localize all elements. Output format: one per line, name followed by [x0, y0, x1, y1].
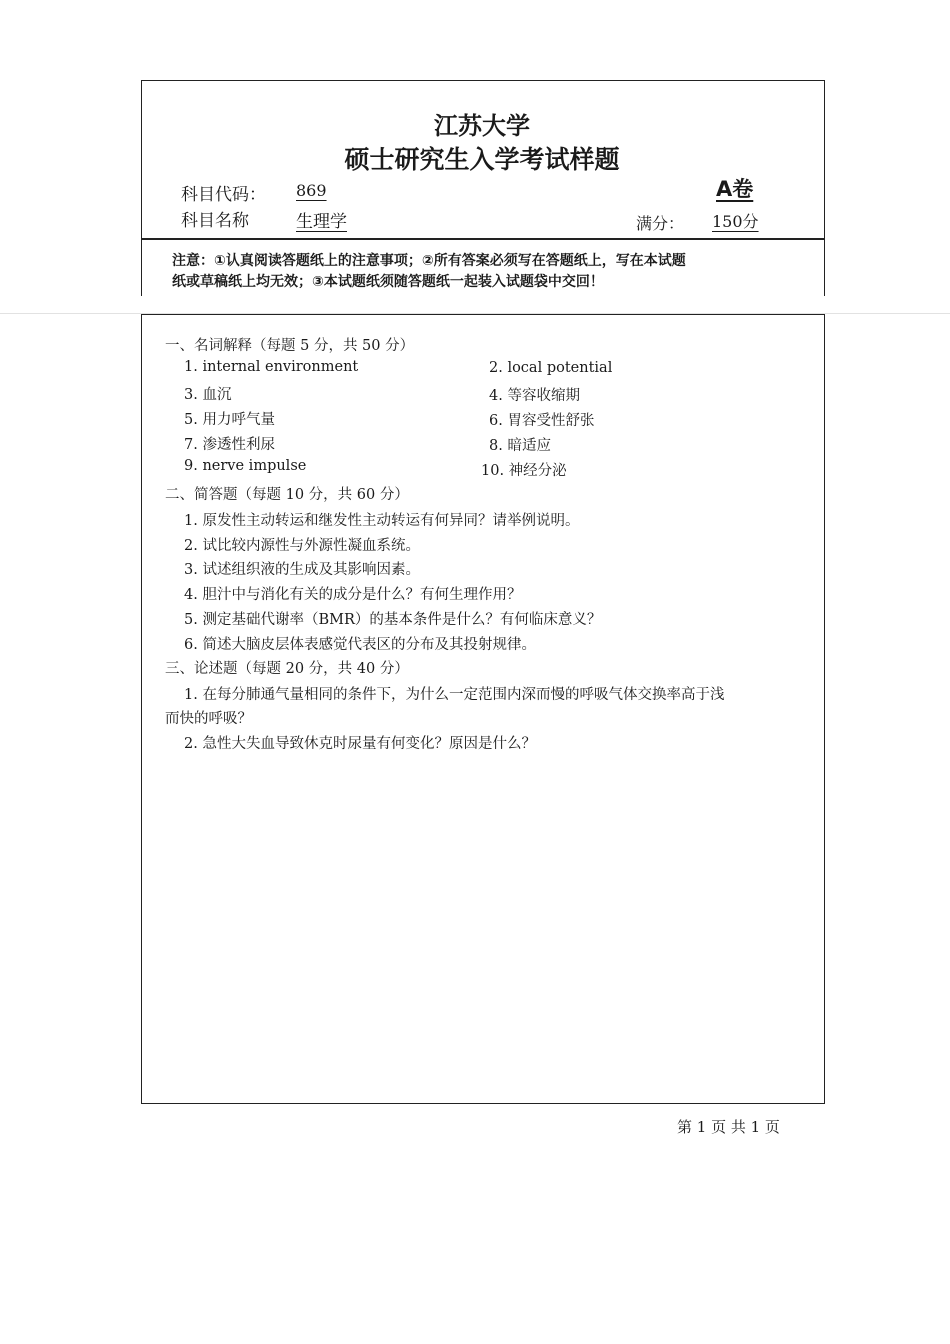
full-score-value: 150分 [712, 212, 759, 231]
question-item: 2. 试比较内源性与外源性凝血系统。 [184, 538, 420, 554]
essay-item-continued: 而快的呼吸？ [165, 711, 252, 727]
question-item: 3. 试述组织液的生成及其影响因素。 [184, 562, 420, 578]
term-item: 8. 暗适应 [489, 438, 551, 454]
essay-item: 1. 在每分肺通气量相同的条件下，为什么一定范围内深而慢的呼吸气体交换率高于浅 [184, 687, 725, 703]
question-item: 4. 胆汁中与消化有关的成分是什么？有何生理作用？ [184, 587, 522, 603]
subject-name-label: 科目名称 [181, 211, 249, 231]
exam-title: 硕士研究生入学考试样题 [344, 145, 620, 174]
section-3-heading: 三、论述题（每题 20 分，共 40 分） [165, 661, 409, 677]
term-item: 1. internal environment [184, 359, 359, 375]
term-item: 4. 等容收缩期 [489, 388, 580, 404]
term-item: 10. 神经分泌 [481, 463, 567, 479]
full-score-label: 满分： [636, 214, 685, 233]
term-item: 5. 用力呼气量 [184, 412, 275, 428]
term-item: 2. local potential [489, 360, 613, 376]
notice-line-2: 纸或草稿纸上均无效；③本试题纸须随答题纸一起装入试题袋中交回！ [172, 274, 604, 290]
subject-code-label: 科目代码： [181, 185, 266, 205]
term-item: 7. 渗透性利尿 [184, 437, 275, 453]
term-item: 9. nerve impulse [184, 458, 307, 474]
essay-item: 2. 急性大失血导致休克时尿量有何变化？原因是什么？ [184, 736, 536, 752]
paper-type-badge: A卷 [716, 177, 754, 201]
header-divider [141, 238, 825, 240]
question-item: 1. 原发性主动转运和继发性主动转运有何异同？请举例说明。 [184, 513, 580, 529]
question-item: 6. 简述大脑皮层体表感觉代表区的分布及其投射规律。 [184, 637, 536, 653]
subject-code-value: 869 [296, 181, 327, 200]
university-name: 江苏大学 [434, 112, 530, 140]
term-item: 3. 血沉 [184, 387, 232, 403]
page-number: 第 1 页 共 1 页 [677, 1118, 780, 1136]
subject-name-value: 生理学 [296, 212, 347, 232]
question-item: 5. 测定基础代谢率（BMR）的基本条件是什么？有何临床意义？ [184, 612, 602, 628]
section-2-heading: 二、简答题（每题 10 分，共 60 分） [165, 487, 409, 503]
notice-line-1: 注意：①认真阅读答题纸上的注意事项；②所有答案必须写在答题纸上，写在本试题 [172, 253, 686, 269]
term-item: 6. 胃容受性舒张 [489, 413, 595, 429]
section-1-heading: 一、名词解释（每题 5 分，共 50 分） [165, 338, 415, 354]
